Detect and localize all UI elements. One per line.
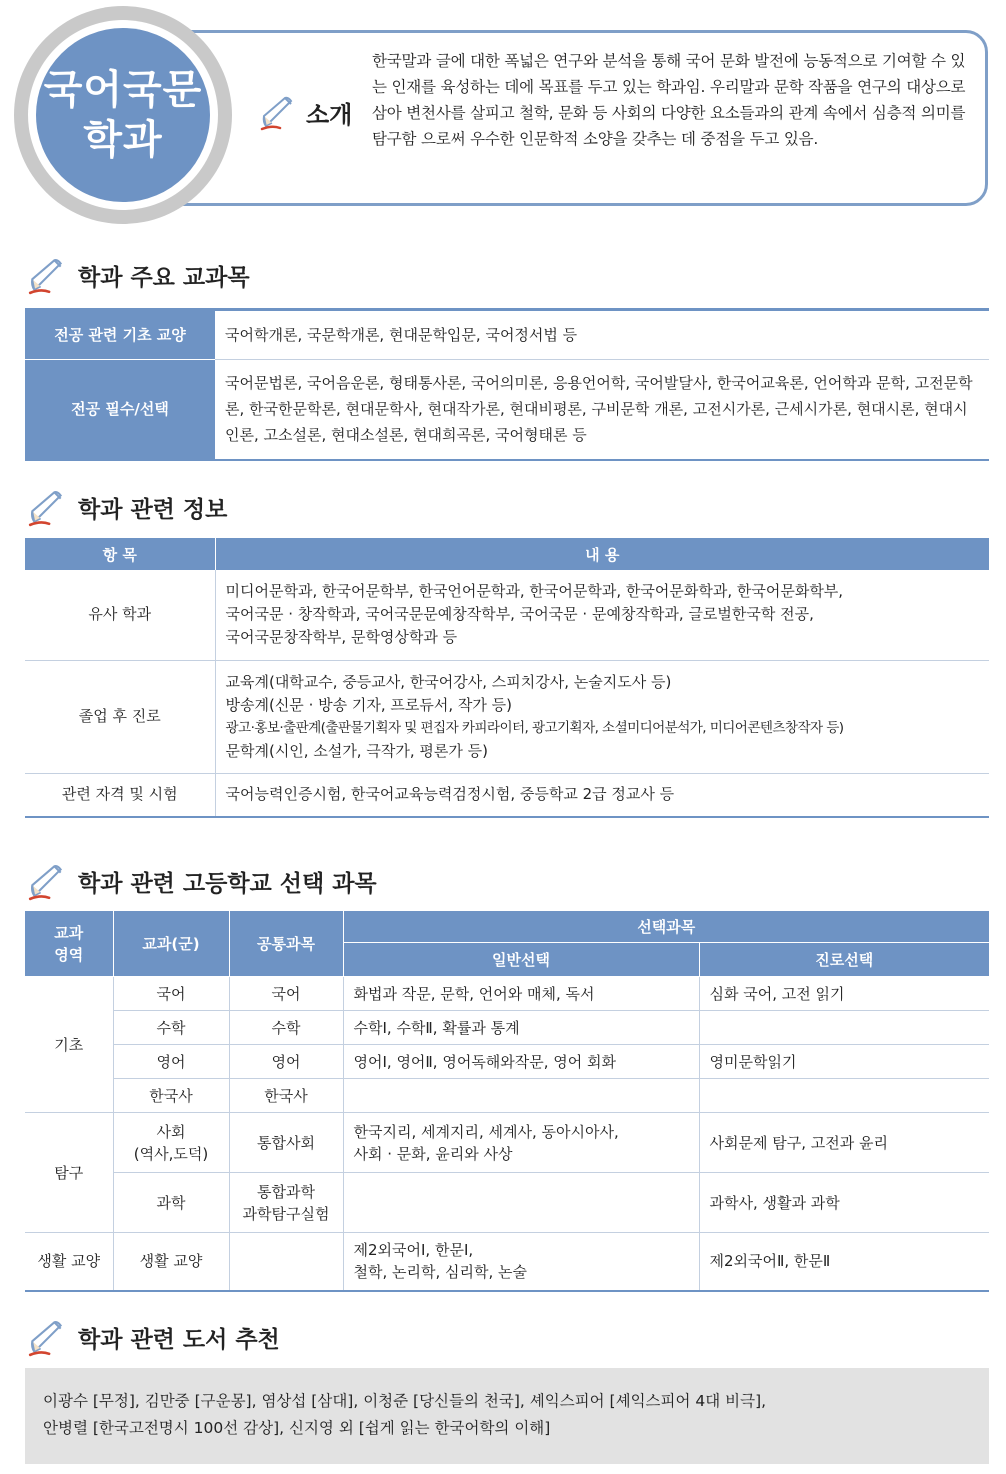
- column-header: 내 용: [215, 538, 989, 570]
- column-header: 일반선택: [343, 943, 699, 977]
- table-row: [25, 1233, 989, 1291]
- area-cell: 생활 교양: [25, 1233, 113, 1291]
- table-row: [25, 660, 989, 773]
- row-value: 국어능력인증시험, 한국어교육능력검정시험, 중등학교 2급 정교사 등: [225, 785, 675, 804]
- section-heading: 학과 관련 도서 추천: [78, 1326, 280, 1353]
- row-label: 전공 관련 기초 교양: [25, 310, 215, 360]
- subject-cell: 국어: [113, 977, 229, 1011]
- book-line: 안병렬 [한국고전명시 100선 감상], 신지영 외 [쉽게 읽는 한국어학의 이해]: [43, 1419, 551, 1437]
- subject-cell: 과학: [113, 1173, 229, 1233]
- row-label: 졸업 후 진로: [25, 660, 215, 773]
- row-line: 문학계(시인, 소설가, 극작가, 평론가 등): [225, 741, 488, 760]
- book-list: [25, 1368, 989, 1464]
- common-cell: 수학: [229, 1011, 343, 1045]
- pencil-icon: [26, 254, 68, 296]
- pencil-icon: [26, 486, 68, 528]
- section-title-books: [26, 1316, 280, 1358]
- career-cell: 과학사, 생활과 과학: [699, 1173, 989, 1233]
- pencil-icon: [258, 92, 298, 132]
- row-label: 관련 자격 및 시험: [25, 773, 215, 817]
- general-cell: 화법과 작문, 문학, 언어와 매체, 독서: [343, 977, 699, 1011]
- section-heading: 학과 주요 교과목: [78, 264, 250, 291]
- subject-cell: 영어: [113, 1045, 229, 1079]
- table-row: [25, 570, 989, 660]
- subject-cell: 사회 (역사,도덕): [113, 1113, 229, 1173]
- courses-table: [25, 308, 989, 461]
- table-row: [25, 360, 989, 460]
- common-cell: 한국사: [229, 1079, 343, 1113]
- common-cell: 영어: [229, 1045, 343, 1079]
- hs-table: [25, 910, 989, 1292]
- common-cell: 국어: [229, 977, 343, 1011]
- table-row: [25, 310, 989, 360]
- row-line: 국어국문창작학부, 문학영상학과 등: [225, 628, 458, 647]
- row-value: [215, 570, 989, 660]
- column-header: 선택과목: [343, 911, 989, 943]
- table-header-row: [25, 911, 989, 943]
- common-cell: 통합사회: [229, 1113, 343, 1173]
- table-row: [25, 1011, 989, 1045]
- general-cell: 제2외국어Ⅰ, 한문Ⅰ, 철학, 논리학, 심리학, 논술: [343, 1233, 699, 1291]
- intro-text: 한국말과 글에 대한 폭넓은 연구와 분석을 통해 국어 문화 발전에 능동적으로 기여할 수 있는 인재를 육성하는 데에 목표를 두고 있는 학과임. 우리말과 문학 작품을 연구의 대상으로 삼아 변천사를 살피고 철학, 문화 등 사회의 다양한 요소들과의 관계 속에서 심층적 의미를 탐구함 으로써 우수한 인문학적 소양을 갖추는 데 중점을 두고 있음.: [372, 52, 966, 148]
- section-title-courses: [26, 254, 250, 296]
- book-line: 이광수 [무정], 김만중 [구운몽], 염상섭 [삼대], 이청준 [당신들의 천국], 셰익스피어 [셰익스피어 4대 비극],: [43, 1392, 767, 1410]
- info-table: [25, 538, 989, 818]
- row-line: 국어국문 · 창작학과, 국어국문문예창작학부, 국어국문 · 문예창작학과, 글로벌한국학 전공,: [225, 605, 814, 624]
- column-header: 항 목: [25, 538, 215, 570]
- career-cell: 영미문학읽기: [699, 1045, 989, 1079]
- subject-cell: 한국사: [113, 1079, 229, 1113]
- row-line: 방송계(신문 · 방송 기자, 프로듀서, 작가 등): [225, 695, 512, 714]
- career-cell: [699, 1011, 989, 1045]
- career-cell: 심화 국어, 고전 읽기: [699, 977, 989, 1011]
- row-label: 유사 학과: [25, 570, 215, 660]
- table-header-row: [25, 538, 989, 570]
- subject-cell: 생활 교양: [113, 1233, 229, 1291]
- table-row: [25, 1045, 989, 1079]
- section-heading: 학과 관련 고등학교 선택 과목: [78, 870, 377, 897]
- dept-name-line1: 국어국문: [43, 67, 203, 113]
- row-line: 광고·홍보·출판계(출판물기획자 및 편집자 카피라이터, 광고기획자, 소셜미디어분석가, 미디어콘텐츠창작자 등): [225, 719, 844, 736]
- career-cell: 제2외국어Ⅱ, 한문Ⅱ: [699, 1233, 989, 1291]
- area-cell: 탐구: [25, 1113, 113, 1233]
- table-row: [25, 773, 989, 817]
- pencil-icon: [26, 1316, 68, 1358]
- general-cell: 영어Ⅰ, 영어Ⅱ, 영어독해와작문, 영어 회화: [343, 1045, 699, 1079]
- column-header: 진로선택: [699, 943, 989, 977]
- column-header: 교과(군): [113, 911, 229, 977]
- section-title-info: [26, 486, 227, 528]
- row-value: 국어학개론, 국문학개론, 현대문학입문, 국어정서법 등: [215, 310, 989, 360]
- general-cell: 수학Ⅰ, 수학Ⅱ, 확률과 통계: [343, 1011, 699, 1045]
- common-cell: [229, 1233, 343, 1291]
- table-row: [25, 1173, 989, 1233]
- header: [0, 0, 1006, 230]
- row-label: 전공 필수/선택: [25, 360, 215, 460]
- career-cell: [699, 1079, 989, 1113]
- career-cell: 사회문제 탐구, 고전과 윤리: [699, 1113, 989, 1173]
- table-row: [25, 1113, 989, 1173]
- intro-heading: 소개: [306, 100, 353, 129]
- subject-cell: 수학: [113, 1011, 229, 1045]
- column-header: 교과 영역: [25, 911, 113, 977]
- table-row: [25, 977, 989, 1011]
- area-cell: 기초: [25, 977, 113, 1113]
- row-line: 교육계(대학교수, 중등교사, 한국어강사, 스피치강사, 논술지도사 등): [225, 672, 672, 691]
- dept-badge: [36, 28, 210, 202]
- section-title-hs: [26, 860, 377, 902]
- row-line: 미디어문학과, 한국어문학부, 한국언어문학과, 한국어문학과, 한국어문화학과, 한국어문화학부,: [225, 582, 844, 601]
- intro-label: [258, 92, 352, 132]
- dept-name-line2: 학과: [83, 117, 163, 163]
- section-heading: 학과 관련 정보: [78, 496, 228, 523]
- common-cell: 통합과학 과학탐구실험: [229, 1173, 343, 1233]
- general-cell: [343, 1079, 699, 1113]
- pencil-icon: [26, 860, 68, 902]
- general-cell: [343, 1173, 699, 1233]
- table-row: [25, 1079, 989, 1113]
- row-value: 국어문법론, 국어음운론, 형태통사론, 국어의미론, 응용언어학, 국어발달사, 한국어교육론, 언어학과 문학, 고전문학론, 한국한문학론, 현대문학사, 현대작가론, 현대비평론, 구비문학 개론, 고전시가론, 근세시가론, 현대시론, 현대시인론, 고소설론, 현대소설론, 현대희곡론, 국어형태론 등: [225, 374, 973, 445]
- column-header: 공통과목: [229, 911, 343, 977]
- general-cell: 한국지리, 세계지리, 세계사, 동아시아사, 사회 · 문화, 윤리와 사상: [343, 1113, 699, 1173]
- row-value: [215, 660, 989, 773]
